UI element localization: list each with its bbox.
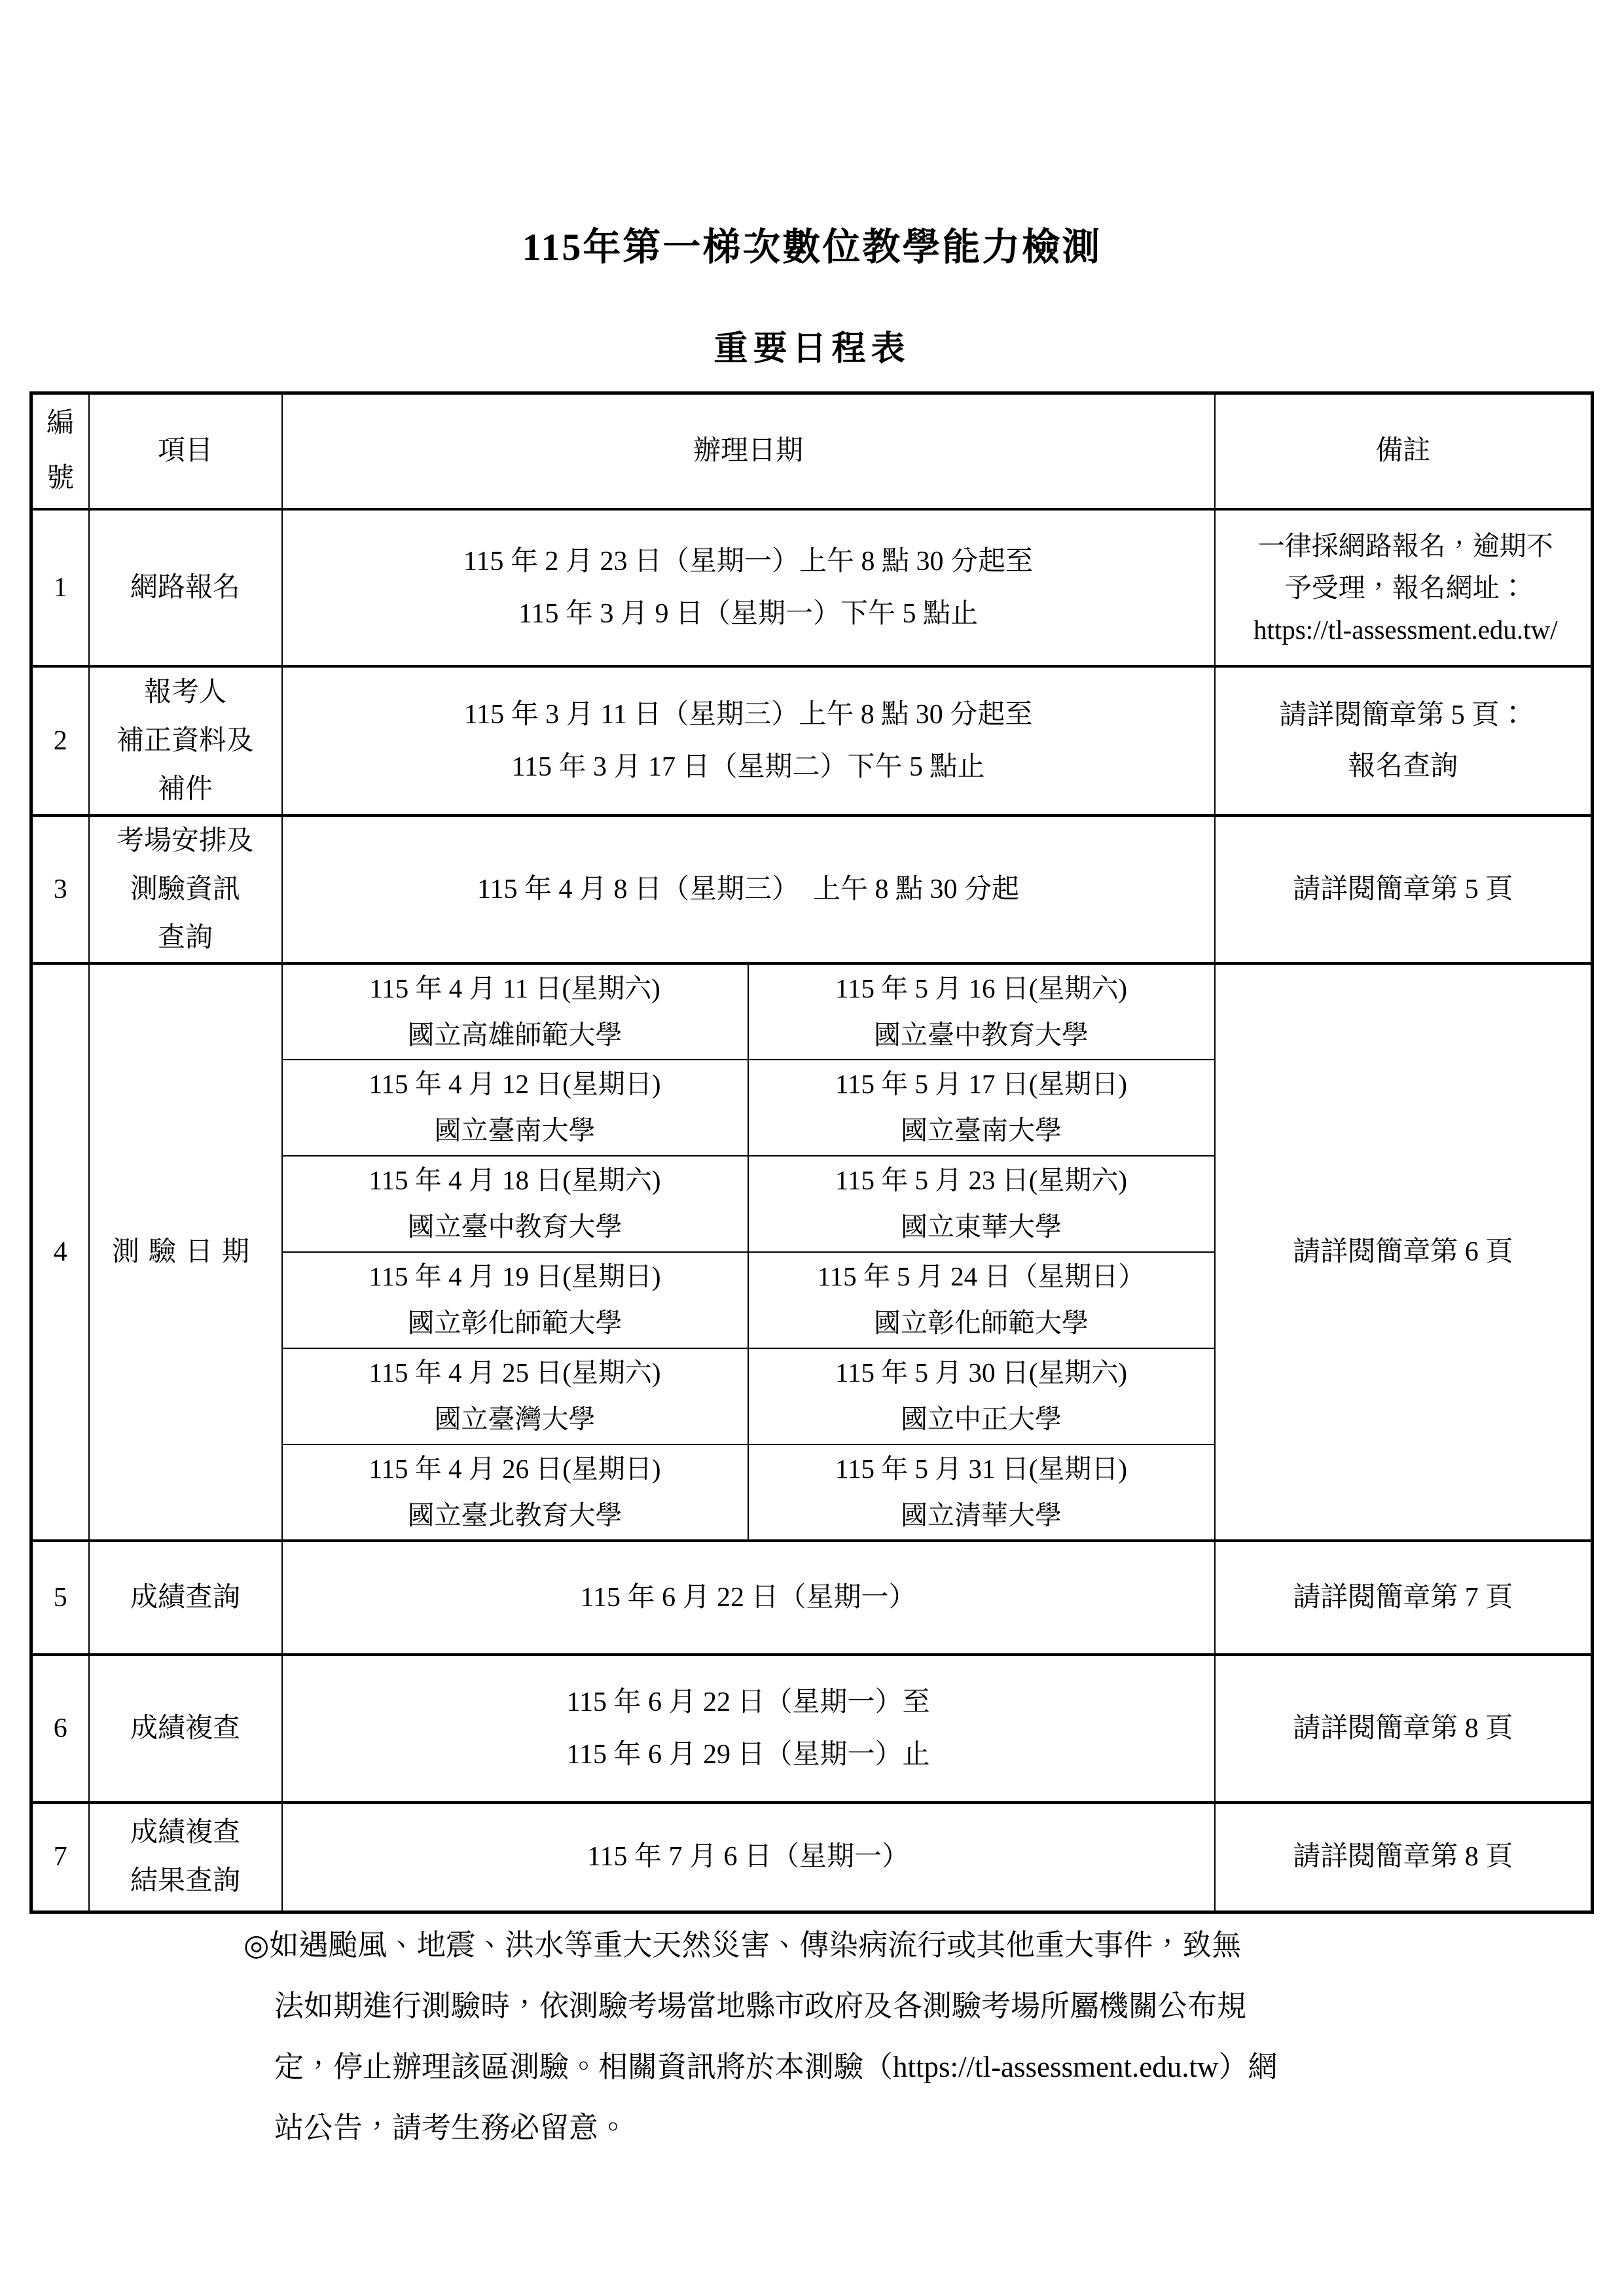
session-date: 115 年 5 月 24 日（星期日） — [817, 1261, 1146, 1291]
page-subtitle: 重要日程表 — [713, 331, 911, 368]
date-line: 115 年 3 月 17 日（星期二）下午 5 點止 — [511, 751, 985, 782]
footnote-line website-url: 定，停止辦理該區測驗。相關資訊將於本測驗（https://tl-assessment.edu.tw）網 — [274, 2051, 1278, 2083]
row-number: 2 — [31, 666, 89, 816]
item-name — [89, 1655, 282, 1803]
session-venue: 國立高雄師範大學 — [407, 1019, 623, 1050]
date-line: 115 年 6 月 22 日（星期一）至 — [566, 1687, 930, 1717]
session-venue: 國立中正大學 — [901, 1404, 1062, 1434]
table-row — [31, 816, 1593, 963]
session-date: 115 年 4 月 11 日(星期六) — [369, 973, 660, 1003]
session-venue: 國立臺南大學 — [434, 1115, 596, 1145]
header-date: 辦理日期 — [282, 393, 1215, 509]
row-number: 6 — [31, 1655, 89, 1803]
item-line: 測驗資訊 — [130, 874, 240, 905]
note-cell — [1215, 1655, 1593, 1803]
session-venue: 國立彰化師範大學 — [407, 1308, 623, 1338]
table-row — [31, 666, 1593, 816]
session-cell — [282, 1156, 748, 1252]
session-venue: 國立東華大學 — [901, 1211, 1062, 1242]
session-date: 115 年 5 月 23 日(星期六) — [835, 1165, 1128, 1195]
session-venue: 國立臺灣大學 — [434, 1404, 596, 1434]
exam-row-start — [31, 963, 1593, 1060]
page-title: 115年第一梯次數位教學能力檢測 — [522, 226, 1102, 268]
date-line: 115 年 3 月 9 日（星期一）下午 5 點止 — [518, 598, 978, 629]
header-no-char-1: 編 — [46, 408, 75, 439]
session-venue: 國立臺南大學 — [901, 1115, 1062, 1145]
session-venue: 國立臺北教育大學 — [407, 1499, 623, 1530]
footnote-line: ◎如遇颱風、地震、洪水等重大天然災害、傳染病流行或其他重大事件，致無 — [244, 1929, 1242, 1962]
table-header-row — [31, 393, 1593, 509]
session-date: 115 年 5 月 16 日(星期六) — [835, 973, 1128, 1003]
item-name — [89, 509, 282, 666]
session-cell — [282, 1348, 748, 1444]
session-date: 115 年 4 月 26 日(星期日) — [369, 1453, 661, 1484]
header-note: 備註 — [1215, 393, 1593, 509]
footnote — [244, 1915, 1422, 2159]
date-cell — [282, 816, 1215, 963]
session-date: 115 年 5 月 17 日(星期日) — [835, 1069, 1128, 1099]
note-cell — [1215, 509, 1593, 666]
item-line: 查詢 — [157, 922, 213, 953]
session-date: 115 年 4 月 12 日(星期日) — [369, 1069, 661, 1099]
session-cell — [748, 963, 1215, 1060]
date-line: 115 年 7 月 6 日（星期一） — [587, 1842, 909, 1873]
session-cell — [282, 1252, 748, 1348]
session-cell — [282, 963, 748, 1060]
note-line: 請詳閱簡章第 7 頁 — [1293, 1582, 1513, 1613]
note-cell — [1215, 816, 1593, 963]
item-line: 報考人 — [143, 677, 226, 708]
session-cell — [748, 1156, 1215, 1252]
item-line: 網路報名 — [130, 572, 240, 603]
session-venue: 國立彰化師範大學 — [874, 1308, 1089, 1338]
note-line: 請詳閱簡章第 5 頁 — [1293, 874, 1513, 905]
date-cell — [282, 1803, 1215, 1912]
footnote-line: 站公告，請考生務必留意。 — [274, 2111, 628, 2144]
session-date: 115 年 4 月 19 日(星期日) — [369, 1261, 661, 1291]
schedule-table — [29, 391, 1594, 1914]
date-cell — [282, 1541, 1215, 1655]
date-line: 115 年 4 月 8 日（星期三） 上午 8 點 30 分起 — [477, 874, 1019, 905]
session-cell — [748, 1444, 1215, 1541]
header-item: 項目 — [89, 393, 282, 509]
session-cell — [282, 1444, 748, 1541]
row-number: 7 — [31, 1803, 89, 1912]
row-number: 3 — [31, 816, 89, 963]
item-name: 測驗日期 — [89, 963, 282, 1541]
date-line: 115 年 6 月 29 日（星期一）止 — [566, 1739, 930, 1770]
session-date: 115 年 4 月 25 日(星期六) — [369, 1357, 661, 1388]
item-line: 考場安排及 — [116, 825, 254, 856]
session-cell — [748, 1252, 1215, 1348]
row-number: 1 — [31, 509, 89, 666]
date-cell — [282, 509, 1215, 666]
item-line: 成績複查 — [130, 1713, 240, 1744]
table-row — [31, 1655, 1593, 1803]
session-date: 115 年 5 月 31 日(星期日) — [835, 1453, 1128, 1484]
table-row — [31, 1803, 1593, 1912]
session-cell — [748, 1060, 1215, 1156]
note-cell — [1215, 1803, 1593, 1912]
item-line: 補正資料及 — [116, 725, 254, 756]
footnote-line: 法如期進行測驗時，依測驗考場當地縣市政府及各測驗考場所屬機關公布規 — [274, 1990, 1247, 2022]
item-line: 成績查詢 — [130, 1582, 240, 1613]
item-line: 結果查詢 — [130, 1866, 240, 1897]
note-line: 請詳閱簡章第 5 頁： — [1279, 700, 1527, 730]
session-venue: 國立清華大學 — [901, 1499, 1062, 1530]
date-line: 115 年 3 月 11 日（星期三）上午 8 點 30 分起至 — [463, 699, 1033, 730]
session-date: 115 年 5 月 30 日(星期六) — [835, 1357, 1128, 1388]
note-line: 予受理，報名網址： — [1284, 572, 1526, 603]
session-date: 115 年 4 月 18 日(星期六) — [369, 1165, 661, 1195]
item-name — [89, 666, 282, 816]
note-cell — [1215, 1541, 1593, 1655]
row-number: 4 — [31, 963, 89, 1541]
row-number: 5 — [31, 1541, 89, 1655]
table-row — [31, 509, 1593, 666]
note-line: 一律採網路報名，逾期不 — [1257, 530, 1553, 561]
session-venue: 國立臺中教育大學 — [407, 1211, 623, 1242]
item-name — [89, 816, 282, 963]
session-venue: 國立臺中教育大學 — [874, 1019, 1089, 1050]
header-no-char-2: 號 — [46, 463, 75, 494]
date-cell — [282, 666, 1215, 816]
session-cell — [748, 1348, 1215, 1444]
date-line: 115 年 2 月 23 日（星期一）上午 8 點 30 分起至 — [463, 546, 1033, 577]
item-name — [89, 1541, 282, 1655]
note-line: 請詳閱簡章第 8 頁 — [1293, 1842, 1513, 1873]
date-line: 115 年 6 月 22 日（星期一） — [580, 1582, 916, 1613]
note-line: 報名查詢 — [1348, 751, 1458, 781]
date-cell — [282, 1655, 1215, 1803]
item-name — [89, 1803, 282, 1912]
header-no — [31, 393, 89, 509]
note-cell: 請詳閱簡章第 6 頁 — [1215, 963, 1593, 1541]
note-cell — [1215, 666, 1593, 816]
note-line: 請詳閱簡章第 8 頁 — [1293, 1713, 1513, 1744]
item-line: 補件 — [157, 774, 213, 804]
session-cell — [282, 1060, 748, 1156]
item-line: 成績複查 — [130, 1818, 240, 1848]
signup-url: https://tl-assessment.edu.tw/ — [1253, 614, 1558, 645]
table-row — [31, 1541, 1593, 1655]
